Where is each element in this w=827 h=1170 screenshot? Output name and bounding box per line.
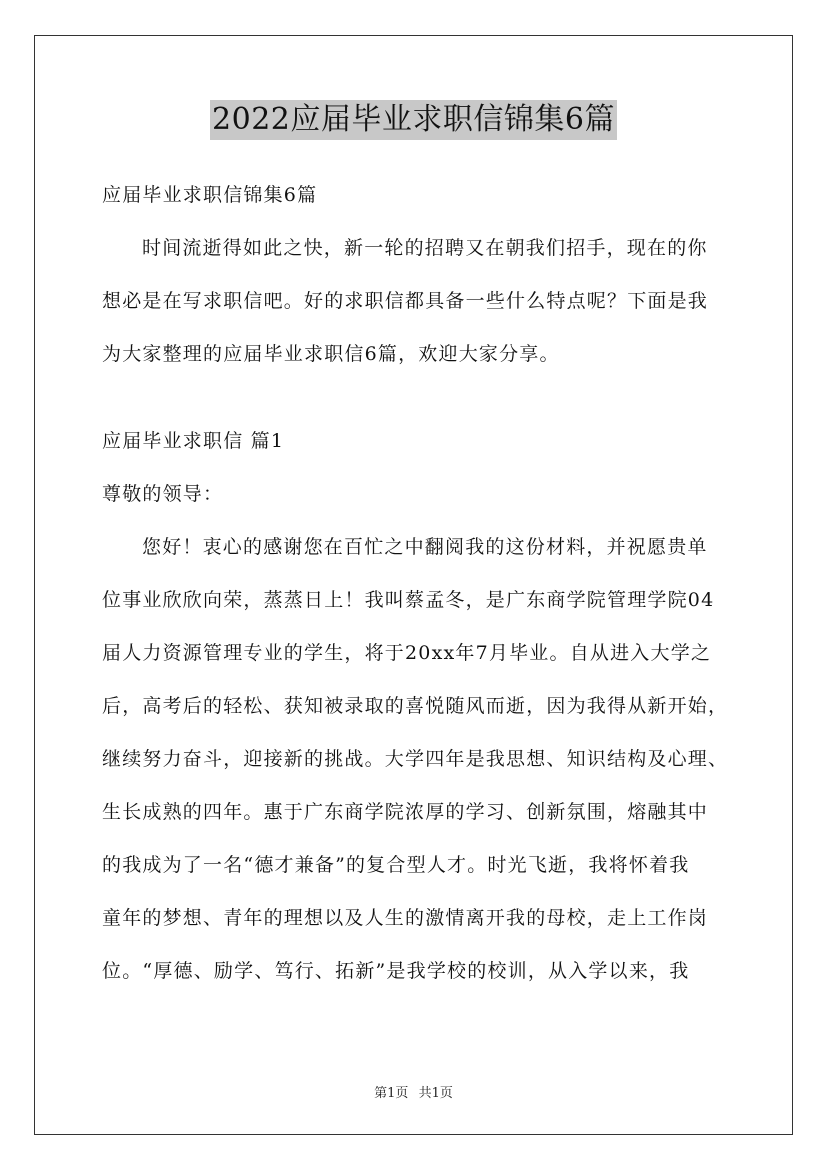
intro-line: 想必是在写求职信吧。好的求职信都具备一些什么特点呢？下面是我 — [102, 290, 709, 312]
salutation: 尊敬的领导： — [102, 483, 224, 505]
letter-line: 的我成为了一名“德才兼备”的复合型人才。时光飞逝，我将怀着我 — [102, 854, 690, 876]
letter-line: 位事业欣欣向荣，蒸蒸日上！我叫蔡孟冬，是广东商学院管理学院04 — [102, 589, 715, 611]
letter-line: 位。“厚德、励学、笃行、拓新”是我学校的校训，从入学以来，我 — [102, 960, 690, 982]
intro-line: 为大家整理的应届毕业求职信6篇，欢迎大家分享。 — [102, 343, 560, 365]
intro-paragraph — [102, 231, 732, 371]
letter-line: 继续努力奋斗，迎接新的挑战。大学四年是我思想、知识结构及心理、 — [102, 748, 729, 770]
page-number-current: 第1页 — [374, 1086, 409, 1101]
letter-line: 您好！衷心的感谢您在百忙之中翻阅我的这份材料，并祝愿贵单 — [142, 536, 708, 558]
page-footer — [0, 1086, 827, 1102]
letter-line: 童年的梦想、青年的理想以及人生的激情离开我的母校，走上工作岗 — [102, 907, 709, 929]
document-subtitle: 应届毕业求职信锦集6篇 — [102, 184, 318, 206]
intro-line: 时间流逝得如此之快，新一轮的招聘又在朝我们招手，现在的你 — [142, 237, 708, 259]
letter-line: 生长成熟的四年。惠于广东商学院浓厚的学习、创新氛围，熔融其中 — [102, 801, 709, 823]
section-heading: 应届毕业求职信 篇1 — [102, 430, 285, 452]
title-area — [0, 100, 827, 140]
page-number-total: 共1页 — [418, 1086, 453, 1101]
document-body — [102, 178, 732, 1007]
letter-paragraph — [102, 530, 732, 988]
letter-line: 届人力资源管理专业的学生，将于20xx年7月毕业。自从进入大学之 — [102, 642, 712, 664]
letter-line: 后，高考后的轻松、获知被录取的喜悦随风而逝，因为我得从新开始， — [102, 695, 729, 717]
paragraph-gap — [102, 390, 732, 424]
document-title: 2022应届毕业求职信锦集6篇 — [210, 100, 617, 140]
